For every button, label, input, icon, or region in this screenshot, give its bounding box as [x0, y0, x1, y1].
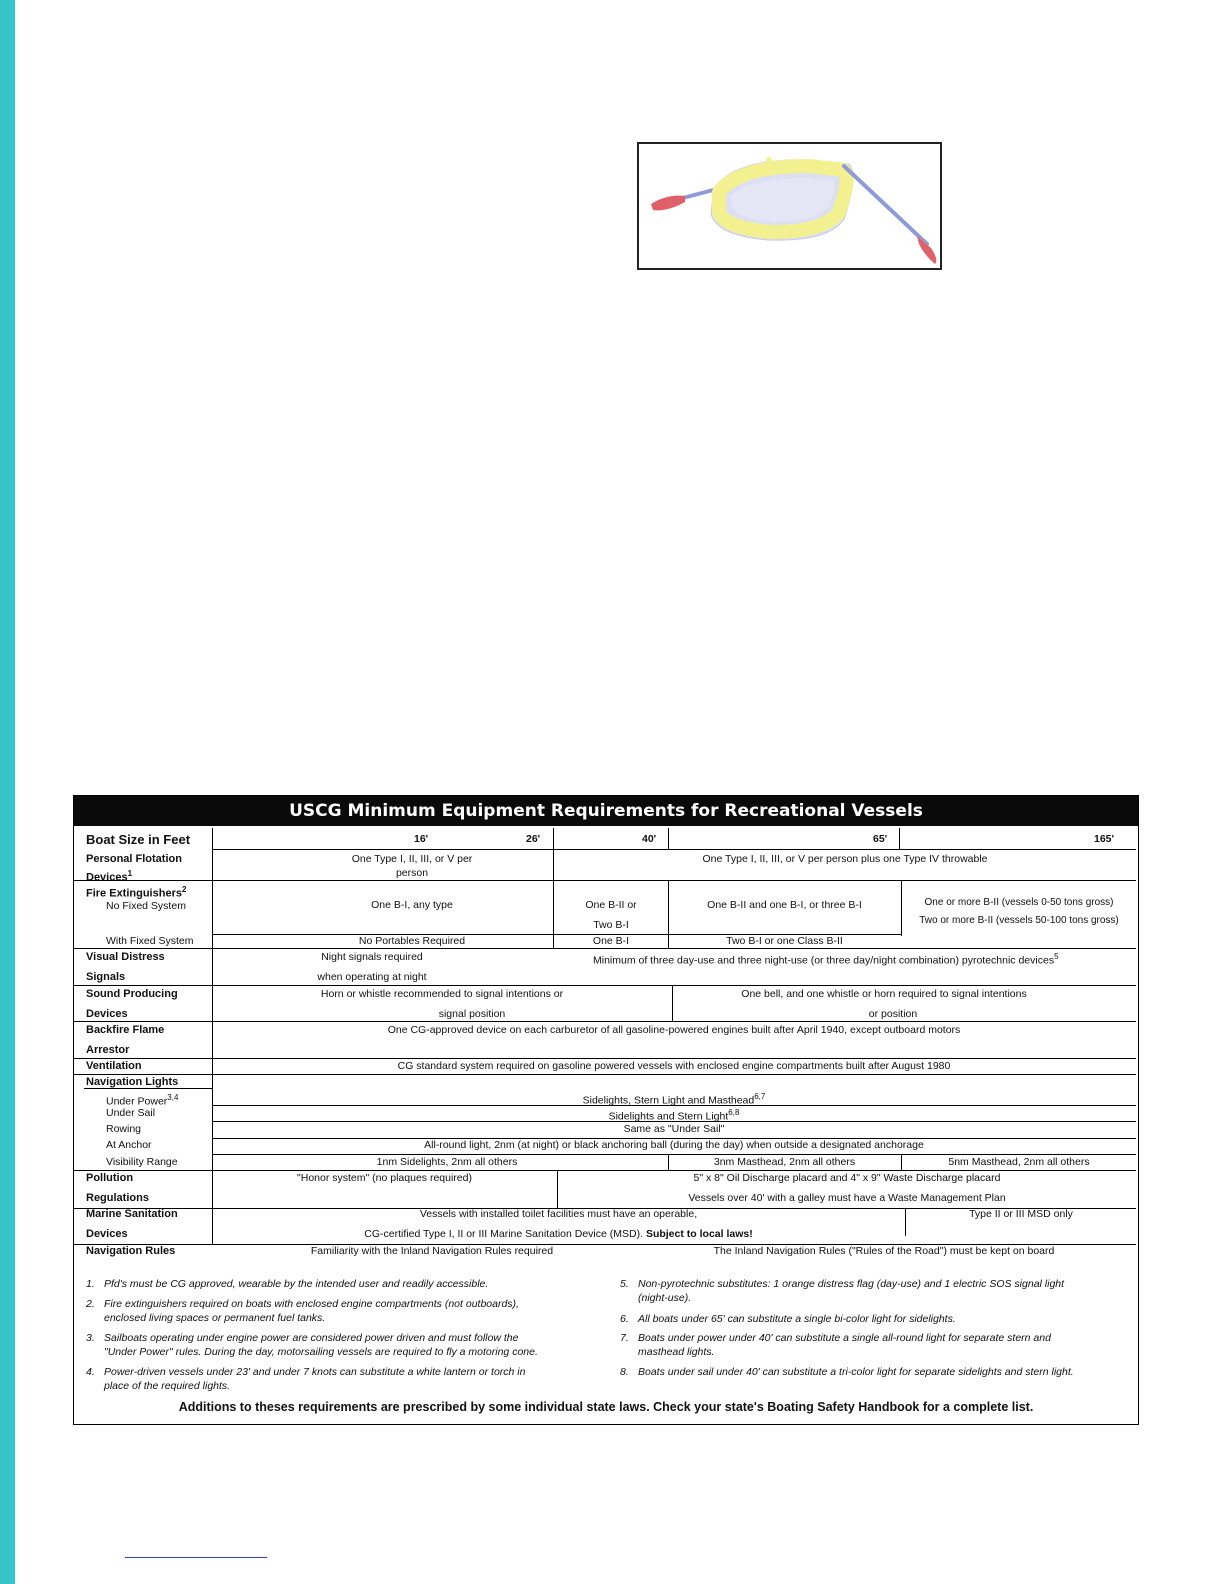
under-sail-text: Sidelights and Stern Light$^{6,8}$: [608, 1108, 740, 1123]
pollution-label-2: Regulations: [86, 1192, 149, 1204]
footnote-2: 2. Fire extinguishers required on boats with enclosed engine compartments (not outboards), enclosed living spaces or permanent fuel tanks.: [86, 1298, 519, 1324]
backfire-text: One CG-approved device on each carburetor of all gasoline-powered engines built after April 1940, except outboard motors: [387, 1024, 961, 1036]
size-26: 26': [526, 833, 541, 845]
ventilation-label: Ventilation: [86, 1060, 142, 1072]
fire-label: Fire Extinguishers$^2$: [86, 885, 187, 900]
size-40: 40': [642, 833, 657, 845]
sound-label-1: Sound Producing: [86, 988, 178, 1000]
raft-illustration: [637, 142, 942, 270]
size-165: 165': [1094, 833, 1115, 845]
pfd-16-40-line1: One Type I, II, III, or V per: [351, 853, 473, 865]
no-fixed-col4-line2: Two or more B-II (vessels 50-100 tons gross): [919, 915, 1119, 926]
nav-lights-label: Navigation Lights: [86, 1076, 179, 1088]
no-fixed-label: No Fixed System: [106, 900, 186, 912]
marine-label-1: Marine Sanitation: [86, 1208, 178, 1220]
sound-col2-line1: One bell, and one whistle or horn required to signal intentions: [741, 988, 1027, 1000]
visual-col1-line1: Night signals required: [321, 951, 423, 963]
pfd-40-plus: One Type I, II, III, or V per person plus one Type IV throwable: [702, 853, 988, 865]
nav-rules-col2: The Inland Navigation Rules ("Rules of the Road") must be kept on board: [713, 1245, 1055, 1257]
no-fixed-col4-line1: One or more B-II (vessels 0-50 tons gross): [924, 897, 1114, 908]
marine-col2: Type II or III MSD only: [969, 1208, 1073, 1220]
size-16: 16': [414, 833, 429, 845]
pfd-16-40-line2: person: [395, 867, 429, 879]
rowing-label: Rowing: [106, 1123, 142, 1135]
under-power-text: Sidelights, Stern Light and Masthead$^{6,7}$: [582, 1092, 766, 1107]
pfd-label-1: Personal Flotation: [86, 853, 182, 865]
pfd-label-2: Devices$^1$: [86, 869, 133, 884]
sound-label-2: Devices: [86, 1008, 128, 1020]
with-fixed-col3: Two B-I or one Class B-II: [726, 935, 843, 947]
pollution-label-1: Pollution: [86, 1172, 134, 1184]
pollution-col2-line1: 5" x 8" Oil Discharge placard and 4" x 9" Waste Discharge placard: [693, 1172, 1001, 1184]
visibility-col2: 3nm Masthead, 2nm all others: [713, 1156, 856, 1168]
sound-col1-line2: signal position: [438, 1008, 506, 1020]
pollution-col2-line2: Vessels over 40' with a galley must have a Waste Management Plan: [688, 1192, 1006, 1204]
footnote-7: 7. Boats under power under 40' can substitute a single all-round light for separate stern and masthead lights.: [620, 1332, 1051, 1358]
marine-label-2: Devices: [86, 1228, 128, 1240]
at-anchor-text: All-round light, 2nm (at night) or black anchoring ball (during the day) when outside a designated anchorage: [424, 1139, 924, 1151]
with-fixed-col2: One B-I: [592, 935, 630, 947]
sound-col2-line2: or position: [868, 1008, 918, 1020]
table-title: USCG Minimum Equipment Requirements for Recreational Vessels: [74, 796, 1138, 826]
footer-rule: [125, 1557, 267, 1558]
size-65: 65': [873, 833, 888, 845]
backfire-label-1: Backfire Flame: [86, 1024, 165, 1036]
at-anchor-label: At Anchor: [106, 1139, 152, 1151]
pollution-col1: "Honor system" (no plaques required): [297, 1172, 472, 1184]
visual-col1-line2: when operating at night: [317, 971, 427, 983]
nav-rules-label: Navigation Rules: [86, 1245, 176, 1257]
equipment-requirements-table: USCG Minimum Equipment Requirements for Recreational Vessels Boat Size in Feet 16' 26' 40' 65' 165' Personal Flotation Devices$^1$ One Type I, II, III, or V per person One Type I, II, III, or V per person plus one Type IV throwable Fire Extinguishers$^2$ No Fixed System One B-I, any type One B-II or Two B-I One B-II and one B-I, or three B-I One or more B-II (vessels 0-50 tons gross) Two or more B-II (vessels 50-100 tons gross) With Fixed System No Portables Required One B-I Two B-I or one Class B-II Visual Distress Signals Night signals required when operating at night Minimum of three day-use and three night-use (or three day/night combination) pyrotechnic devices$^5$ Sound Producing Devices Horn or whistle recommended to signal intentions or signal position One bell, and one whistle or horn required to signal intentions or position Backfire Flame Arrestor One CG-approved device on each carburetor of all gasoline-powered engines built after April 1940, except outboard motors Ventilation CG standard system required on gasoline powered vessels with enclosed engine compartments built after August 1980 Navigation Lights Under Power$^{3,4}$ Sidelights, Stern Light and Masthead$^{6,7}$ Under Sail Sidelights and Stern Light$^{6,8}$ Rowing Same as "Under Sail" At Anchor All-round light, 2nm (at night) or black anchoring ball (during the day) when outside a designated anchorage Visibility Range 1nm Sidelights, 2nm all others 3nm Masthead, 2nm all others 5nm Masthead, 2nm all others Pollution Regulations "Honor system" (no plaques required) 5" x 8" Oil Discharge placard and 4" x 9" Waste Discharge placard Vessels over 40' with a galley must have a Waste Management Plan Marine Sanitation Devices Vessels with installed toilet facilities must have an operable, CG-certified Type I, II or III Marine Sanitation Device (MSD). Subject to local laws! Type II or III MSD only Navigation Rules Familiarity with the Inland Navigation Rules required The Inland Navigation Rules ("Rules of the Road") must be kept on board 1. Pfd's must be CG approved, wearable by the intended user and readily accessible. 2. Fire extinguishers required on boats with enclosed engine compartments (not outboards), enclosed living spaces or permanent fuel tanks. 3. Sailboats operating under engine power are considered power driven and must follow the "Under Power" rules. During the day, motorsailing vessels are required to fly a motoring cone. 4. Power-driven vessels under 23' and under 7 knots can substitute a white lantern or torch in place of the required lights. 5. Non-pyrotechnic substitutes: 1 orange distress flag (day-use) and 1 electric SOS signal light (night-use). 6. All boats under 65' can substitute a single bi-color light for sidelights. 7. Boats under power under 40' can substitute a single all-round light for separate stern and masthead lights. 8. Boats under sail under 40' can substitute a tri-color light for separate sidelights and stern light. Additions to theses requirements are prescribed by some individual state laws. Check your state's Boating Safety Handbook for a complete list.: [73, 795, 1139, 1425]
sound-col1-line1: Horn or whistle recommended to signal intentions or: [320, 988, 564, 1000]
footnote-5: 5. Non-pyrotechnic substitutes: 1 orange distress flag (day-use) and 1 electric SOS signal light (night-use).: [620, 1278, 1065, 1304]
page-accent-bar: [0, 0, 15, 1584]
visibility-col1: 1nm Sidelights, 2nm all others: [376, 1156, 518, 1168]
backfire-label-2: Arrestor: [86, 1044, 130, 1056]
no-fixed-col2-line2: Two B-I: [593, 919, 629, 931]
nav-rules-col1: Familiarity with the Inland Navigation Rules required: [310, 1245, 554, 1257]
with-fixed-col1: No Portables Required: [358, 935, 466, 947]
visual-col2: Minimum of three day-use and three night-use (or three day/night combination) pyrotechnic devices$^5$: [593, 952, 1059, 967]
marine-col1-line1: Vessels with installed toilet facilities must have an operable,: [419, 1208, 698, 1220]
visual-label-2: Signals: [86, 971, 126, 983]
visibility-col3: 5nm Masthead, 2nm all others: [948, 1156, 1090, 1168]
visibility-label: Visibility Range: [106, 1156, 178, 1168]
rowing-text: Same as "Under Sail": [623, 1123, 725, 1135]
marine-col1-line2: CG-certified Type I, II or III Marine Sanitation Device (MSD). Subject to local laws!: [364, 1228, 753, 1240]
under-power-label: Under Power$^{3,4}$: [106, 1093, 179, 1108]
no-fixed-col2-line1: One B-II or: [585, 899, 637, 911]
ventilation-text: CG standard system required on gasoline powered vessels with enclosed engine compartments built after August 1980: [397, 1060, 951, 1072]
no-fixed-col1: One B-I, any type: [371, 899, 453, 911]
boat-size-label: Boat Size in Feet: [86, 832, 191, 847]
no-fixed-col3: One B-II and one B-I, or three B-I: [707, 899, 862, 911]
inflatable-raft-icon: [639, 144, 940, 268]
with-fixed-label: With Fixed System: [106, 935, 194, 947]
visual-label-1: Visual Distress: [86, 951, 165, 963]
footnote-4: 4. Power-driven vessels under 23' and under 7 knots can substitute a white lantern or torch in place of the required lights.: [86, 1366, 526, 1392]
state-laws-notice: Additions to theses requirements are prescribed by some individual state laws. Check your state's Boating Safety Handbook for a complete list.: [178, 1400, 1034, 1414]
under-sail-label: Under Sail: [106, 1107, 156, 1119]
footnote-3: 3. Sailboats operating under engine power are considered power driven and must follow the "Under Power" rules. During the day, motorsailing vessels are required to fly a motoring cone.: [86, 1332, 538, 1358]
